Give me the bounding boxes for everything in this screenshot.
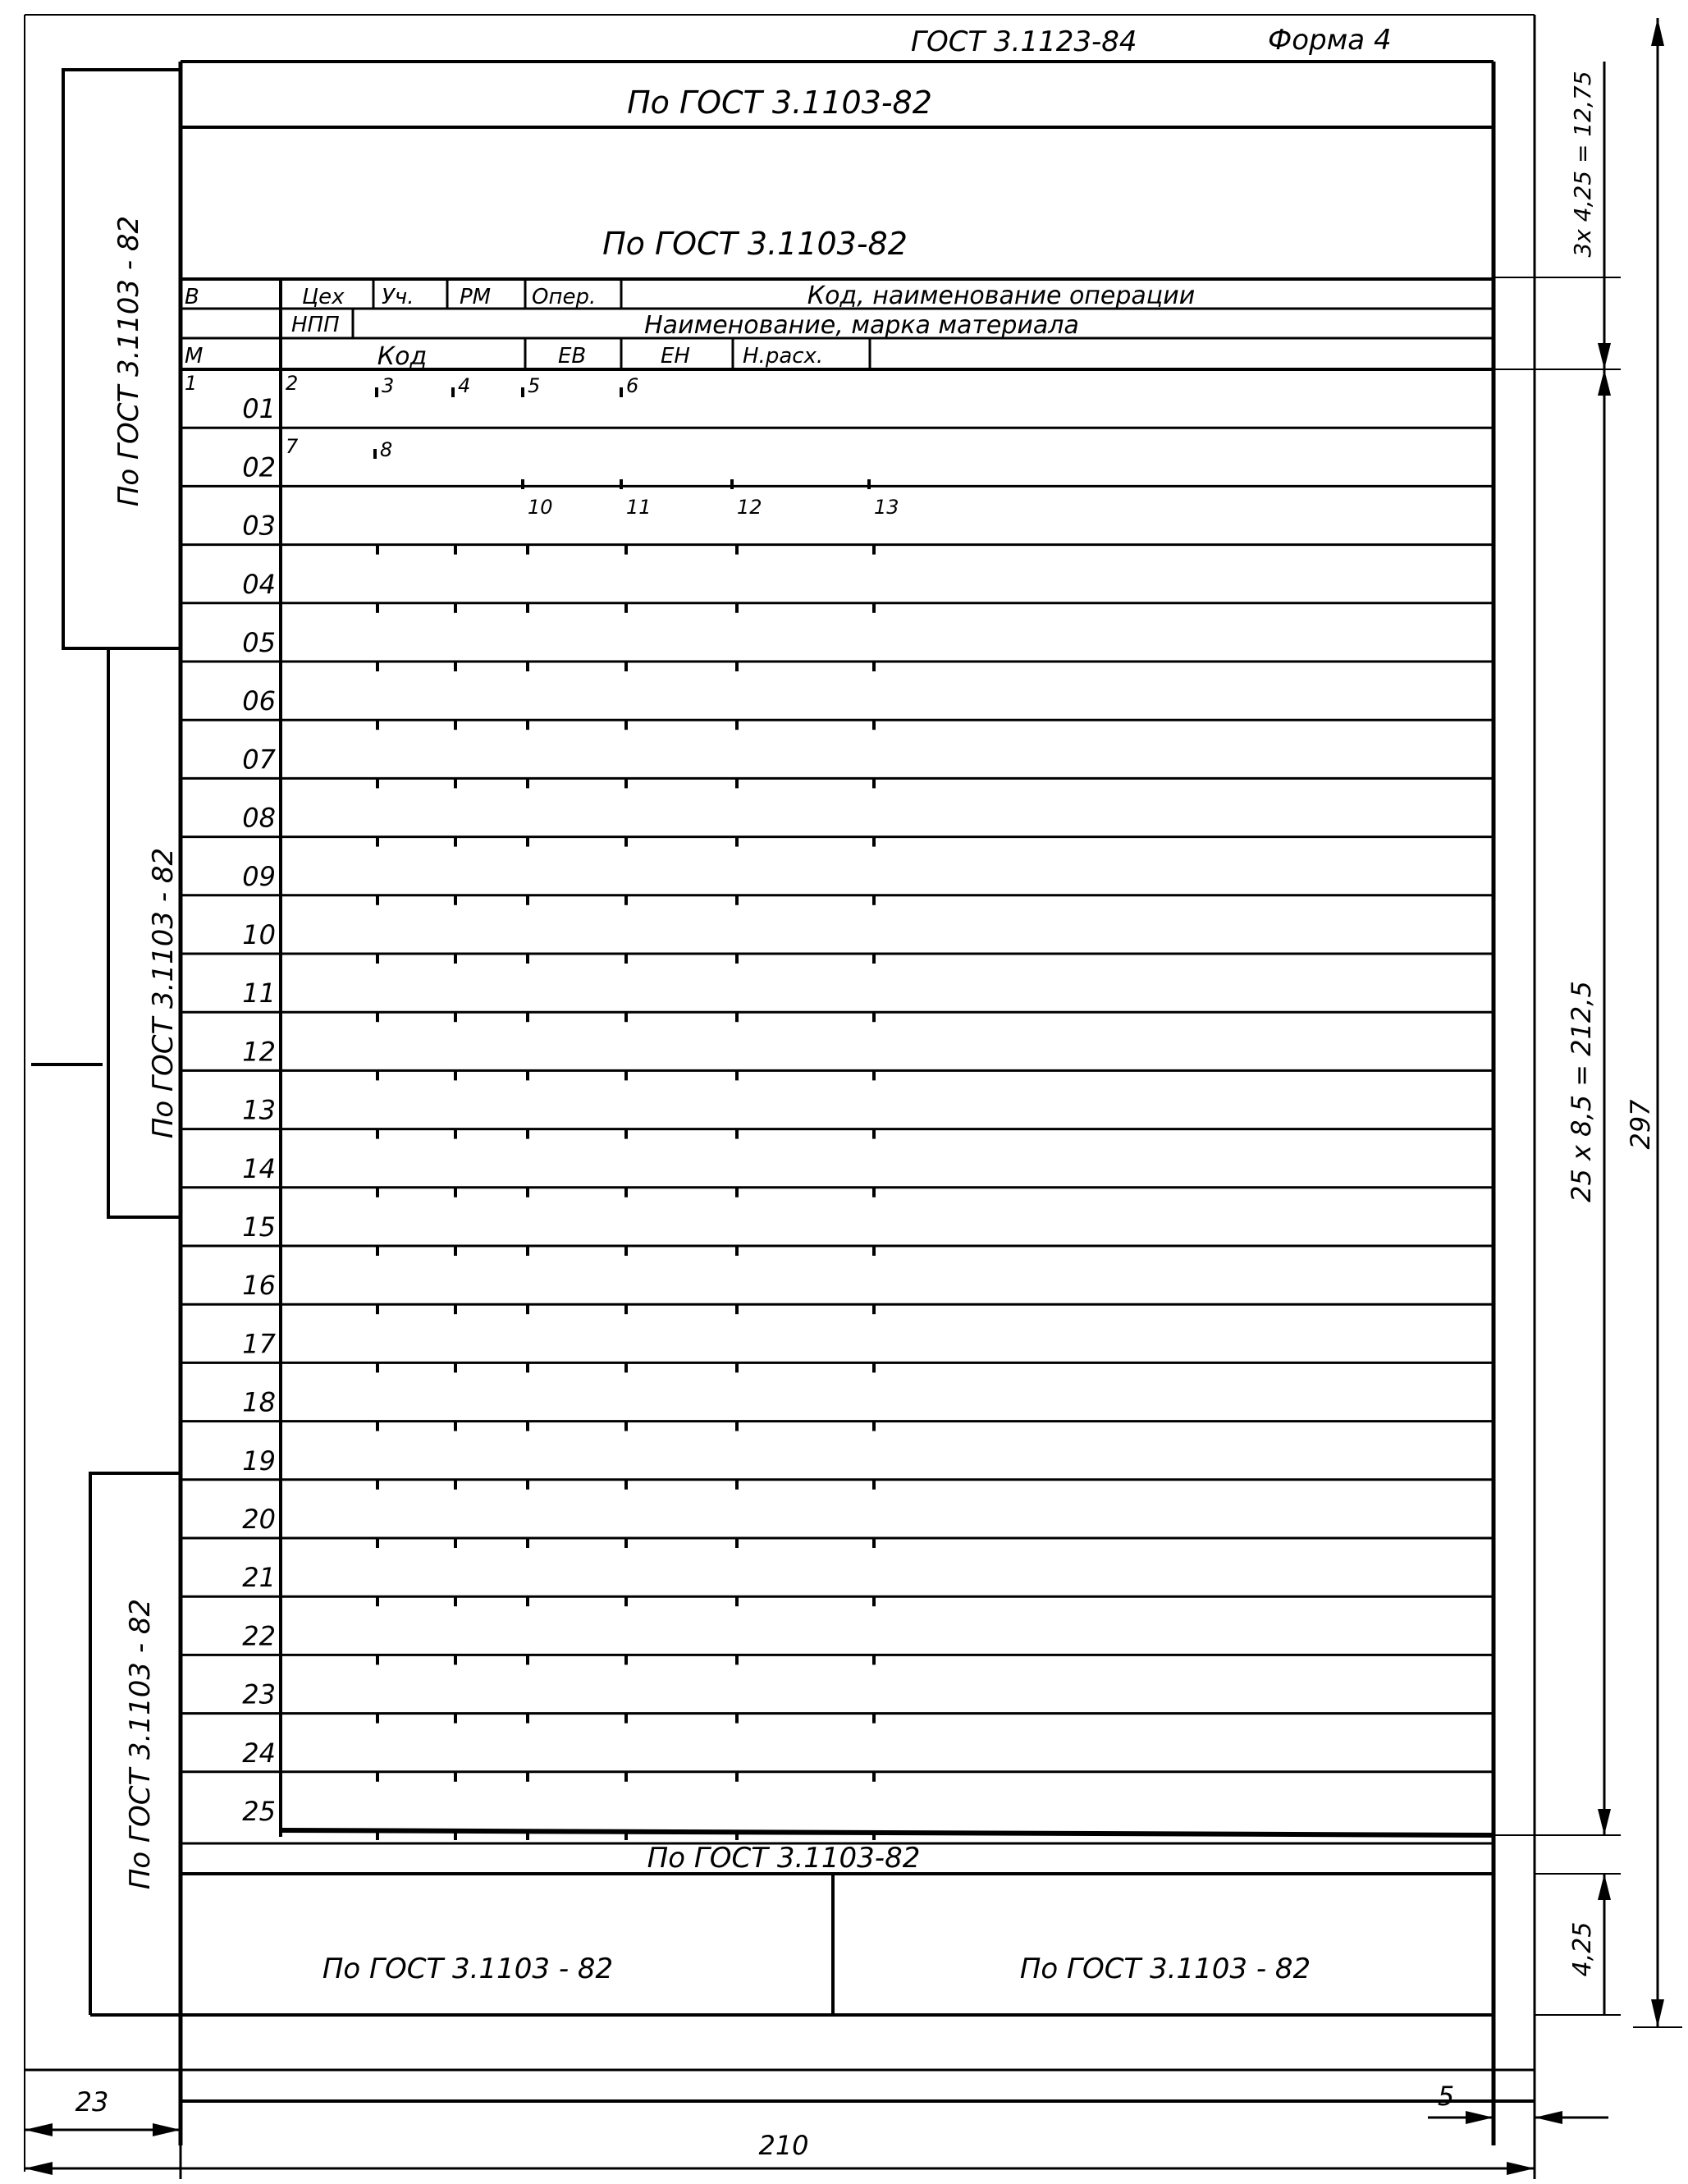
label-nrash: Н.расх. bbox=[743, 344, 824, 369]
dim-sheet-height: 297 bbox=[1625, 1099, 1656, 1150]
label-operation: Код, наименование операции bbox=[807, 282, 1196, 310]
colnum-10: 10 bbox=[528, 496, 553, 519]
dim-footer-height: 4,25 bbox=[1568, 1921, 1597, 1977]
label-en: ЕН bbox=[661, 344, 690, 369]
dim-sheet-width: 210 bbox=[758, 2130, 809, 2161]
row-number: 24 bbox=[242, 1737, 276, 1769]
gost-number: ГОСТ 3.1123-84 bbox=[911, 25, 1137, 58]
row-number: 02 bbox=[242, 451, 276, 483]
row-number: 25 bbox=[242, 1796, 276, 1827]
row-number: 22 bbox=[242, 1620, 276, 1652]
bottom-dimensions bbox=[25, 2111, 1608, 2179]
colnum-3: 3 bbox=[382, 374, 395, 397]
row-number: 08 bbox=[242, 802, 276, 834]
colnum-11: 11 bbox=[626, 496, 652, 519]
colnum-1: 1 bbox=[185, 372, 198, 395]
label-oper: Опер. bbox=[532, 285, 597, 309]
colnum-6: 6 bbox=[626, 374, 639, 397]
dim-right-margin: 5 bbox=[1437, 2081, 1455, 2112]
row-number: 20 bbox=[242, 1504, 276, 1535]
row-number: 14 bbox=[242, 1152, 276, 1184]
row-number: 12 bbox=[242, 1036, 276, 1068]
label-uch: Уч. bbox=[382, 285, 414, 309]
footer-right: По ГОСТ 3.1103 - 82 bbox=[1019, 1953, 1311, 1985]
row-number: 04 bbox=[242, 568, 276, 600]
row-number: 06 bbox=[242, 685, 276, 717]
footer-left: По ГОСТ 3.1103 - 82 bbox=[322, 1953, 614, 1985]
letter-m: М bbox=[185, 344, 204, 369]
row-number: 10 bbox=[242, 919, 276, 950]
row-number: 05 bbox=[242, 627, 276, 658]
row-number: 11 bbox=[242, 978, 276, 1010]
side-stamp-bottom: По ГОСТ 3.1103 - 82 bbox=[124, 1598, 157, 1890]
label-tseh: Цех bbox=[302, 285, 345, 309]
colnum-12: 12 bbox=[737, 496, 762, 519]
colnum-8: 8 bbox=[380, 438, 393, 461]
row-number: 07 bbox=[242, 744, 276, 776]
row-grid bbox=[181, 387, 1494, 1840]
colnum-7: 7 bbox=[286, 435, 299, 458]
footer-block-line: По ГОСТ 3.1103-82 bbox=[647, 1842, 921, 1875]
row-number: 03 bbox=[242, 510, 276, 542]
row-number: 18 bbox=[242, 1386, 276, 1418]
header-block-main: По ГОСТ 3.1103-82 bbox=[602, 226, 908, 262]
label-ev: ЕВ bbox=[558, 344, 587, 369]
letter-b: В bbox=[185, 285, 199, 309]
label-npp: НПП bbox=[291, 313, 340, 337]
row-number: 23 bbox=[242, 1678, 276, 1710]
row-number: 21 bbox=[242, 1562, 276, 1594]
dim-left-margin: 23 bbox=[75, 2086, 109, 2118]
colnum-2: 2 bbox=[286, 372, 299, 395]
dim-header-height: 3х 4,25 = 12,75 bbox=[1569, 71, 1596, 258]
row-number: 15 bbox=[242, 1211, 276, 1243]
colnum-4: 4 bbox=[458, 374, 471, 397]
row-number: 09 bbox=[242, 860, 276, 892]
side-stamp-middle: По ГОСТ 3.1103 - 82 bbox=[147, 847, 180, 1139]
header-block-top: По ГОСТ 3.1103-82 bbox=[627, 85, 932, 121]
row-number: 17 bbox=[242, 1328, 276, 1360]
row-number: 16 bbox=[242, 1270, 276, 1302]
row-number: 01 bbox=[242, 393, 276, 425]
form-number: Форма 4 bbox=[1268, 24, 1392, 57]
colnum-5: 5 bbox=[528, 374, 541, 397]
dim-rows-height: 25 х 8,5 = 212,5 bbox=[1566, 981, 1597, 1202]
row-number: 19 bbox=[242, 1445, 276, 1477]
side-stamp-top: По ГОСТ 3.1103 - 82 bbox=[112, 215, 145, 507]
label-kod: Код bbox=[377, 342, 428, 371]
row-number: 13 bbox=[242, 1094, 276, 1126]
label-material: Наименование, марка материала bbox=[644, 311, 1079, 340]
colnum-13: 13 bbox=[874, 496, 899, 519]
label-rm: РМ bbox=[460, 285, 492, 309]
